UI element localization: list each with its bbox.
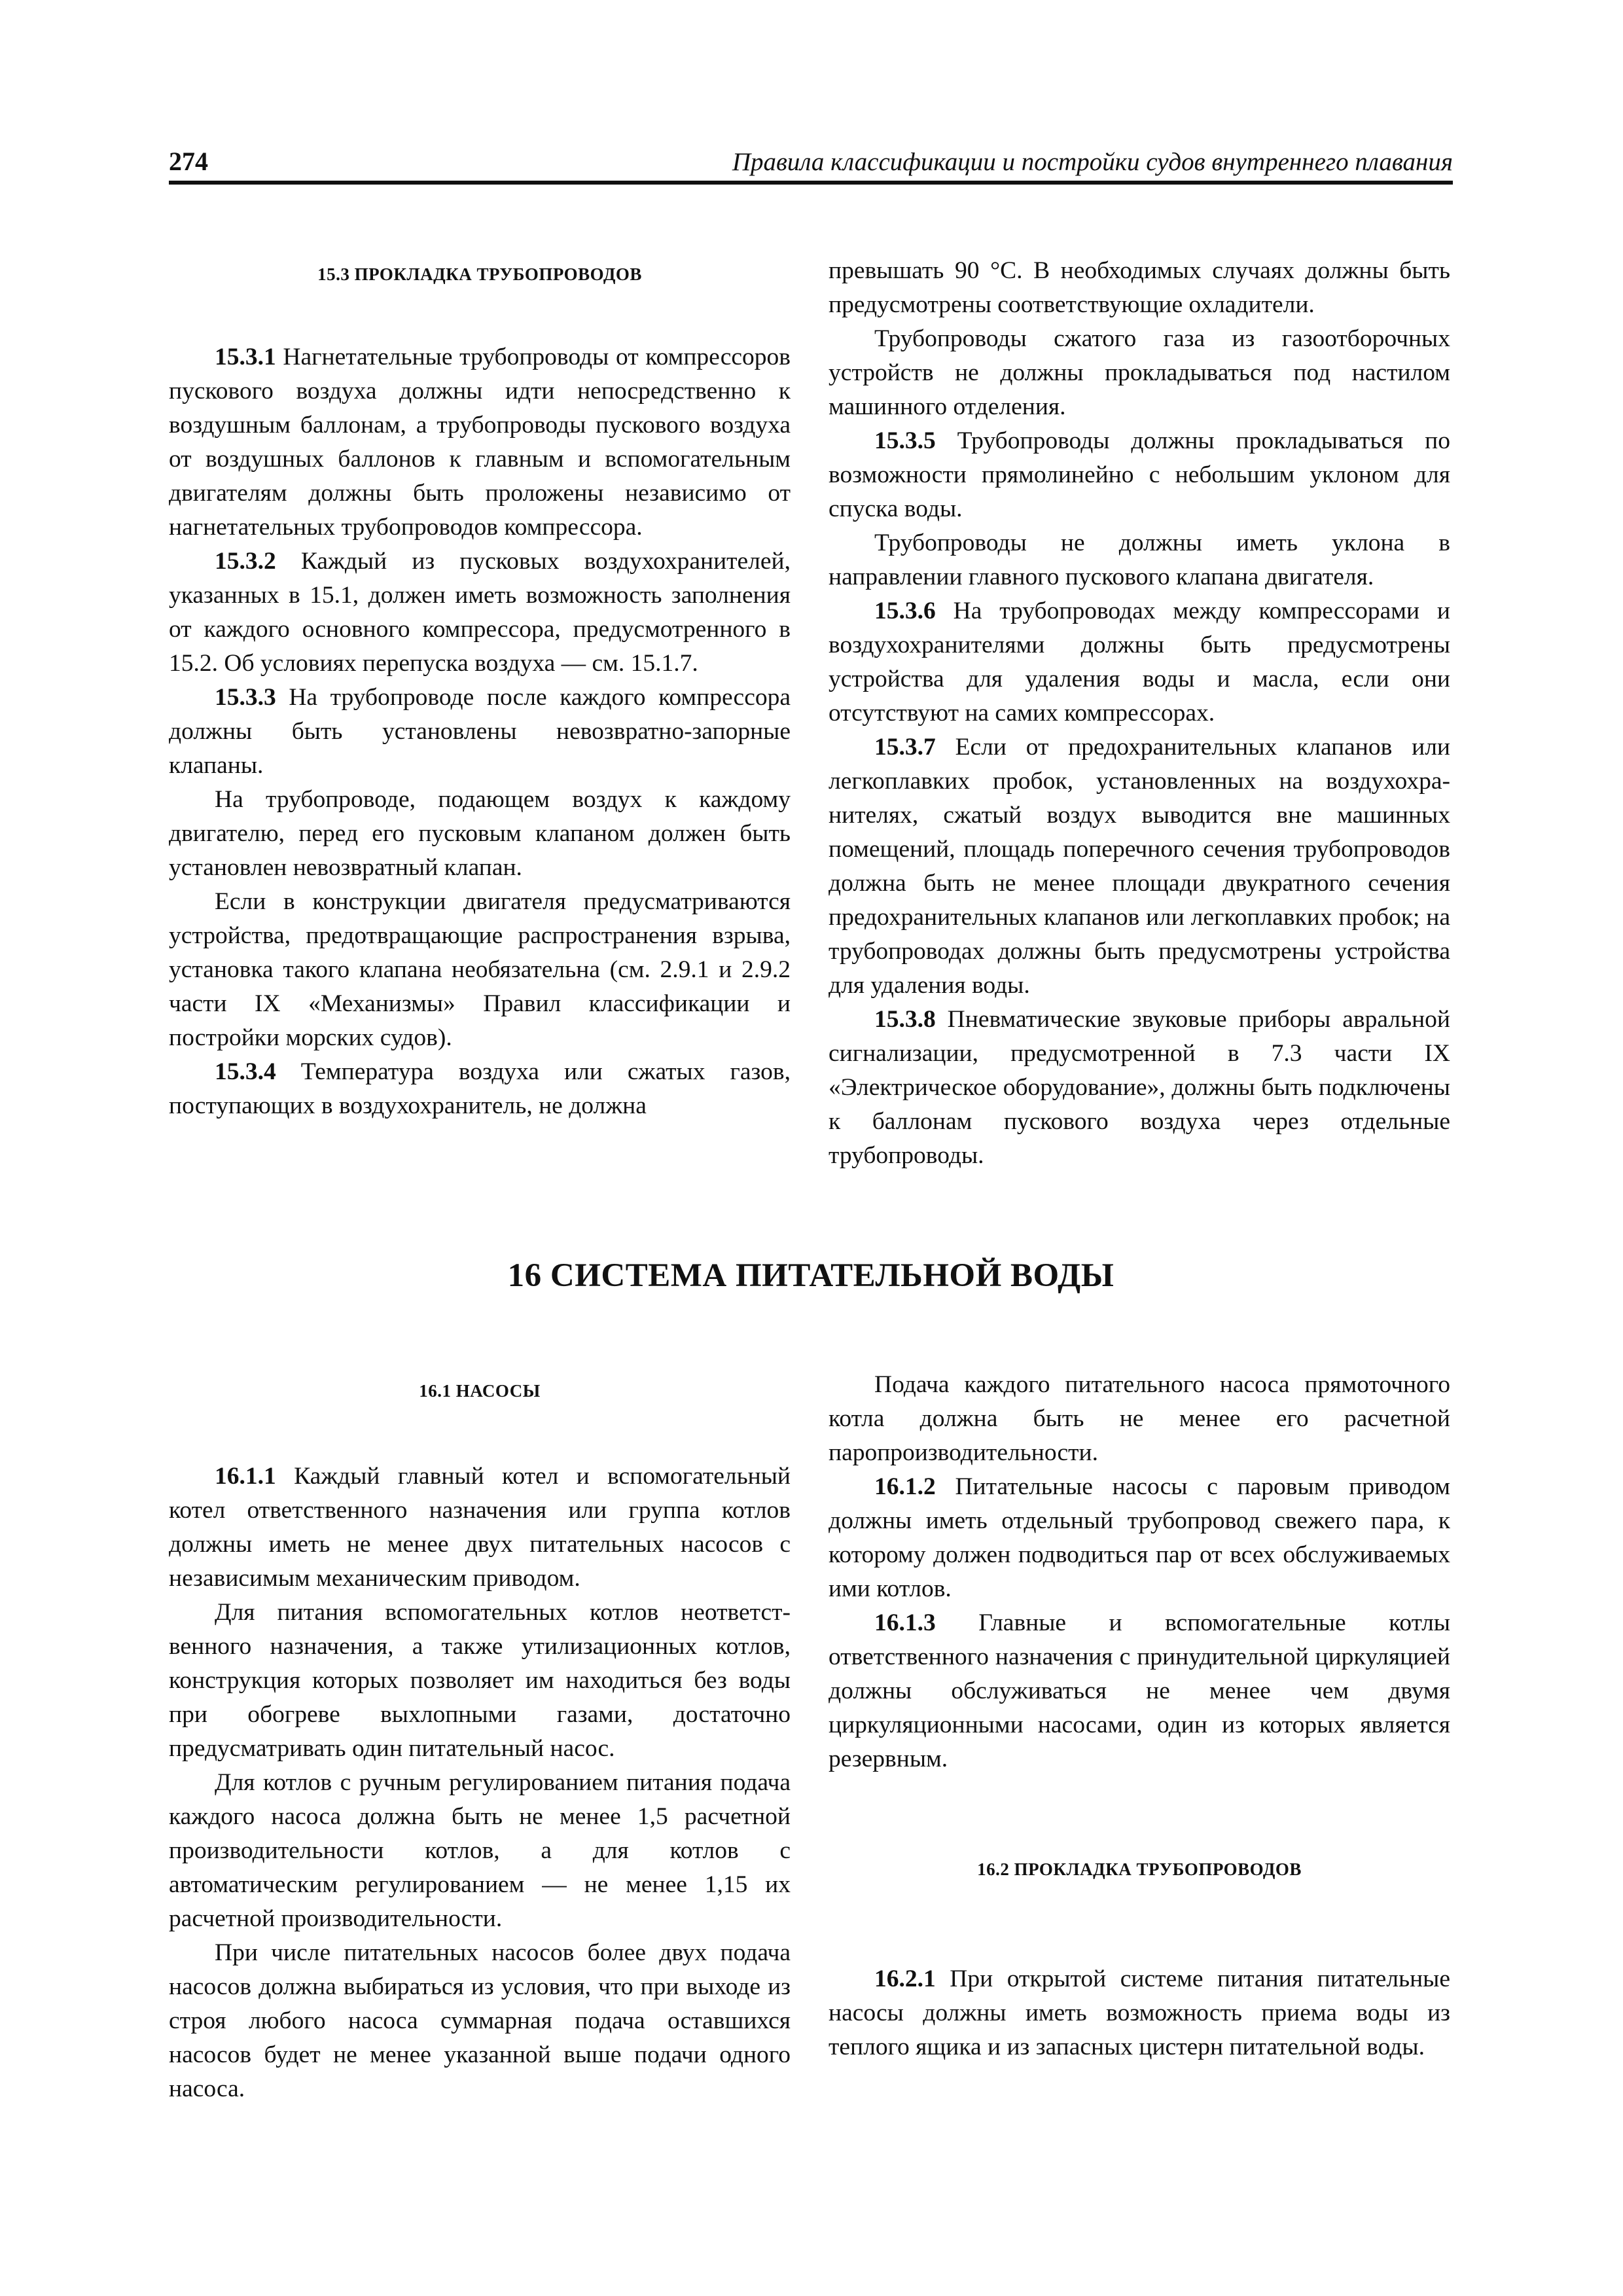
paragraph <box>169 340 791 545</box>
paragraph <box>829 1368 1450 1470</box>
paragraph <box>169 681 791 783</box>
paragraph-text: Трубопроводы должны прокладываться по возможности прямолинейно с небольшим уклоном для спуска воды. <box>829 427 1450 522</box>
paragraph <box>169 1596 791 1766</box>
clause-number: 15.3.4 <box>215 1058 276 1085</box>
paragraph <box>169 1055 791 1123</box>
clause-number: 15.3.7 <box>874 734 936 761</box>
column-16-2-paragraphs <box>829 1962 1450 2064</box>
paragraph-text: Подача каждого питательного насоса прямоточного котла должна быть не менее его расчетной паропроизводительности. <box>829 1371 1450 1466</box>
clause-number: 16.2.1 <box>874 1965 936 1992</box>
paragraph-text: На трубопроводах между компрессорами и воздухохранителями должны быть предусмотрены устройства для удаления воды и масла, если они отсутствуют на самих компрессорах. <box>829 598 1450 726</box>
running-header-title: Правила классификации и постройки судов внутреннего плавания <box>732 148 1453 176</box>
paragraph <box>169 783 791 885</box>
clause-number: 15.3.5 <box>874 427 936 454</box>
column-15-3-right <box>829 254 1450 1173</box>
paragraph-text: Питательные насосы с паровым приводом должны иметь отдельный трубопровод свежего пара, к которому должен подводиться пар от всех обслуживаемых ими котлов. <box>829 1473 1450 1602</box>
clause-number: 15.3.8 <box>874 1006 936 1033</box>
section-title-16: 16 СИСТЕМА ПИТАТЕЛЬНОЙ ВОДЫ <box>507 1257 1115 1294</box>
paragraph <box>169 1460 791 1596</box>
paragraph <box>169 1936 791 2106</box>
clause-number: 15.3.1 <box>215 344 276 370</box>
subsection-heading-16-2: 16.2 ПРОКЛАДКА ТРУБОПРОВОДОВ <box>977 1859 1302 1879</box>
paragraph <box>829 1962 1450 2064</box>
paragraph-text: Если в конструкции двигателя предусматриваются устройства, предотвращающие распространения взрыва, установка такого клапана необязательна (см. 2.9.1 и 2.9.2 части IX «Механизмы» Правил классификации и постройки морских судов). <box>169 888 791 1051</box>
paragraph-text: Если от предохранительных клапанов или легкоплавких пробок, установленных на воздухохранителях, сжатый воздух выводится вне машинных помещений, площадь поперечного сечения трубопроводов должна быть не менее площади двукратного сечения предохранительных клапанов или легкоплавких пробок; на трубопроводах должны быть предусмотрены устройства для удаления воды. <box>829 734 1450 999</box>
clause-number: 16.1.1 <box>215 1463 276 1490</box>
paragraph <box>829 1003 1450 1173</box>
paragraph <box>829 730 1450 1003</box>
paragraph <box>829 594 1450 730</box>
paragraph-text: Температура воздуха или сжатых газов, поступающих в воздухохранитель, не должна <box>169 1058 791 1119</box>
paragraph <box>829 526 1450 594</box>
paragraph-text: Нагнетательные трубопроводы от компрессоров пускового воздуха должны идти непосредственно к воздушным баллонам, а трубопроводы пускового воздуха от воздушных баллонов к главным и вспомогательным двигателям должны быть проложены независимо от нагнетательных трубопроводов компрессора. <box>169 344 791 541</box>
paragraph <box>829 1606 1450 1776</box>
paragraph <box>829 322 1450 424</box>
paragraph-text: Трубопроводы не должны иметь уклона в направлении главного пускового клапана двигателя. <box>829 529 1450 590</box>
clause-number: 15.3.6 <box>874 598 936 624</box>
paragraph-text: Пневматические звуковые приборы авральной сигнализации, предусмотренной в 7.3 части IX «Электрическое оборудование», должны быть подключены к баллонам пускового воздуха через отдельные трубопроводы. <box>829 1006 1450 1169</box>
clause-number: 16.1.3 <box>874 1609 936 1636</box>
column-16-1-right-paragraphs <box>829 1368 1450 1776</box>
paragraph-text: На трубопроводе, подающем воздух к каждому двигателю, перед его пусковым клапаном должен быть установлен невозвратный клапан. <box>169 786 791 881</box>
paragraph-text: Главные и вспомогательные котлы ответственного назначения с принудительной циркуляцией должны обслуживаться не менее чем двумя циркуляционными насосами, один из которых является резервным. <box>829 1609 1450 1772</box>
paragraph-text: Для питания вспомогательных котлов неответственного назначения, а также утилизационных котлов, конструкция которых позволяет им находиться без воды при обогреве выхлопными газами, достаточно предусматривать один питательный насос. <box>169 1599 791 1762</box>
column-15-3-left <box>169 340 791 1123</box>
paragraph-text: При числе питательных насосов более двух подача насосов должна выбираться из условия, что при выходе из строя любого насоса суммарная подача оставшихся насосов будет не менее указанной выше подачи одного насоса. <box>169 1939 791 2102</box>
paragraph <box>829 1470 1450 1606</box>
paragraph-text: Для котлов с ручным регулированием питания подача каждого насоса должна быть не менее 1,5 расчетной производительности котлов, а для котлов с автоматическим регулированием — не менее 1,15 их расчетной производительности. <box>169 1769 791 1932</box>
paragraph <box>829 424 1450 526</box>
clause-number: 16.1.2 <box>874 1473 936 1500</box>
paragraph-text: превышать 90 °С. В необходимых случаях должны быть предусмотрены соответствующие охладители. <box>829 257 1450 318</box>
clause-number: 15.3.2 <box>215 548 276 575</box>
paragraph-text: Трубопроводы сжатого газа из газоотборочных устройств не должны прокладываться под настилом машинного отделения. <box>829 325 1450 420</box>
paragraph-text: При открытой системе питания питательные насосы должны иметь возможность приема воды из теплого ящика и из запасных цистерн питательной воды. <box>829 1965 1450 2060</box>
paragraph <box>169 885 791 1055</box>
column-16-1-left <box>169 1460 791 2106</box>
subsection-heading-15-3: 15.3 ПРОКЛАДКА ТРУБОПРОВОДОВ <box>317 264 642 284</box>
running-header <box>169 145 1453 185</box>
paragraph <box>829 254 1450 322</box>
paragraph-text: Каждый из пусковых воздухохранителей, указанных в 15.1, должен иметь возможность заполнения от каждого основного компрессора, предусмотренного в 15.2. Об условиях перепуска воздуха — см. 15.1.7. <box>169 548 791 677</box>
paragraph <box>169 545 791 681</box>
clause-number: 15.3.3 <box>215 684 276 711</box>
paragraph-text: Каждый главный котел и вспомогательный котел ответственного назначения или группа котлов должны иметь не менее двух питательных насосов с независимым механическим приводом. <box>169 1463 791 1592</box>
subsection-heading-16-1: 16.1 НАСОСЫ <box>419 1381 541 1401</box>
page-number: 274 <box>169 147 208 176</box>
paragraph-text: На трубопроводе после каждого компрессора должны быть установлены невозвратно-запорные клапаны. <box>169 684 791 779</box>
column-16-1-right <box>829 1368 1450 2064</box>
paragraph <box>169 1766 791 1936</box>
